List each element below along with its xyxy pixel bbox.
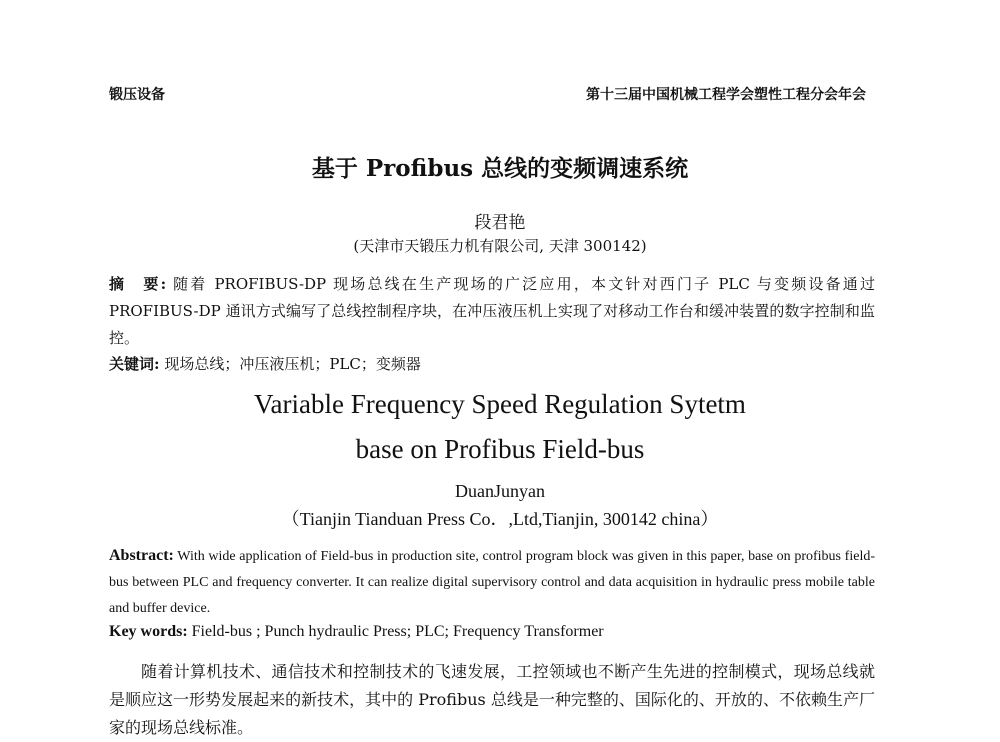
paper-title-en-line2: base on Profibus Field-bus: [355, 434, 645, 464]
keywords-cn: [109, 353, 421, 374]
keywords-cn-label: 关键词:: [109, 355, 160, 373]
keywords-en: [109, 623, 604, 641]
keywords-en-text: Field-bus ; Punch hydraulic Press; PLC; Frequency Transformer: [187, 623, 604, 640]
body-paragraph: 随着计算机技术、通信技术和控制技术的飞速发展，工控领域也不断产生先进的控制模式，现场总线就是顺应这一形势发展起来的新技术，其中的 Profibus 总线是一种完整的、国际化的、开放的、不依赖生产厂家的现场总线标准。: [109, 662, 875, 737]
running-header-left: 锻压设备: [109, 87, 165, 103]
abstract-cn: [109, 271, 875, 352]
keywords-en-label: Key words:: [109, 623, 188, 640]
abstract-en-label: Abstract:: [109, 547, 174, 564]
author-en: DuanJunyan: [455, 481, 545, 501]
keywords-cn-text: 现场总线；冲压液压机；PLC；变频器: [159, 355, 421, 373]
affiliation-cn: (天津市天锻压力机有限公司, 天津 300142): [353, 237, 647, 255]
running-header-right: 第十三届中国机械工程学会塑性工程分会年会: [586, 87, 866, 103]
paper-title-cn: 基于 Profibus 总线的变频调速系统: [311, 155, 689, 182]
abstract-cn-text: 随着 PROFIBUS-DP 现场总线在生产现场的广泛应用，本文针对西门子 PLC 与变频设备通过 PROFIBUS-DP 通讯方式编写了总线控制程序块，在冲压液压机上实现了对移动工作台和缓冲装置的数字控制和监控。: [109, 275, 875, 347]
abstract-cn-label: 摘 要:: [109, 275, 167, 293]
abstract-en: [109, 543, 875, 622]
abstract-en-text: With wide application of Field-bus in production site, control program block was given in this paper, base on profibus field-bus between PLC and frequency converter. It can realize digital supervisory control and data acquisition in hydraulic press mobile table and buffer device.: [109, 549, 875, 616]
paper-title-en-line1: Variable Frequency Speed Regulation Sytetm: [254, 389, 746, 419]
affiliation-en: （Tianjin Tianduan Press Co．,Ltd,Tianjin, 300142 china）: [281, 509, 719, 529]
author-cn: 段君艳: [474, 213, 526, 233]
